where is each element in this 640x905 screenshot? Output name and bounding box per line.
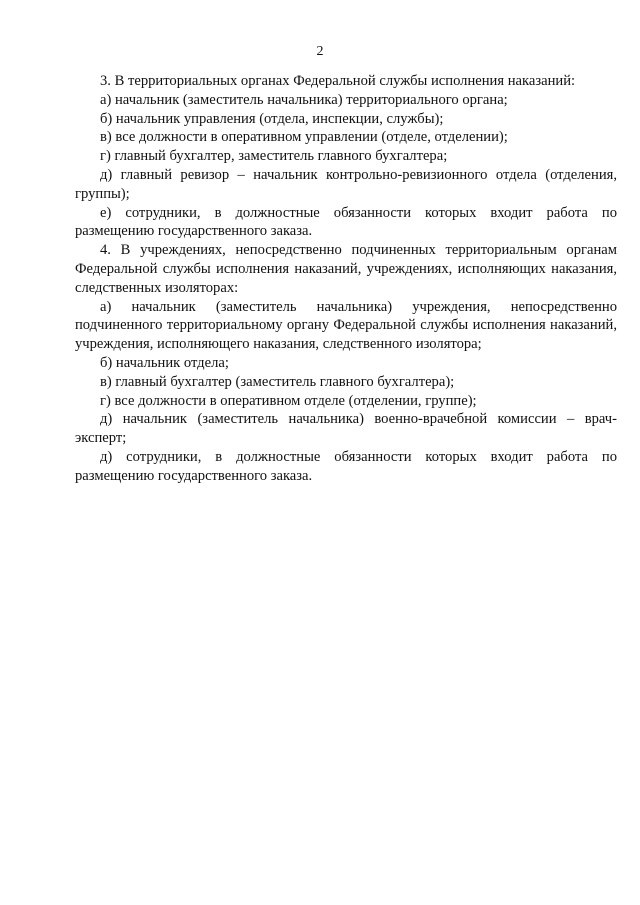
section-4-heading: 4. В учреждениях, непосредственно подчиненных территориальным органам Федеральной службы исполнения наказаний, учреждениях, исполняющих наказания, следственных изоляторах: bbox=[75, 242, 617, 296]
section-4-item-a: а) начальник (заместитель начальника) учреждения, непосредственно подчиненного территориальному органу Федеральной службы исполнения наказаний, учреждения, исполняющего наказания, следственного изолятора; bbox=[75, 298, 617, 353]
section-4-item-b: б) начальник отдела; bbox=[100, 354, 229, 371]
section-4-item-d-second: д) сотрудники, в должностные обязанности которых входит работа по размещению государственного заказа. bbox=[75, 448, 617, 484]
document-body bbox=[75, 72, 617, 486]
section-3-heading: 3. В территориальных органах Федеральной службы исполнения наказаний: bbox=[100, 73, 576, 89]
section-4-item-d: д) начальник (заместитель начальника) военно-врачебной комиссии – врач-эксперт; bbox=[75, 411, 617, 447]
section-3-item-g: г) главный бухгалтер, заместитель главного бухгалтера; bbox=[100, 148, 448, 165]
section-4-item-g: г) все должности в оперативном отделе (отделении, группе); bbox=[100, 392, 477, 409]
section-3-item-b: б) начальник управления (отдела, инспекции, службы); bbox=[100, 110, 444, 127]
section-3-item-a: а) начальник (заместитель начальника) территориального органа; bbox=[100, 91, 508, 108]
section-4-item-v: в) главный бухгалтер (заместитель главного бухгалтера); bbox=[100, 373, 455, 390]
page-number: 2 bbox=[316, 44, 324, 59]
section-3-item-v: в) все должности в оперативном управлении (отделе, отделении); bbox=[100, 129, 508, 146]
section-3-item-d: д) главный ревизор – начальник контрольно-ревизионного отдела (отделения, группы); bbox=[75, 166, 617, 202]
section-3-item-e: е) сотрудники, в должностные обязанности которых входит работа по размещению государственного заказа. bbox=[75, 204, 617, 240]
